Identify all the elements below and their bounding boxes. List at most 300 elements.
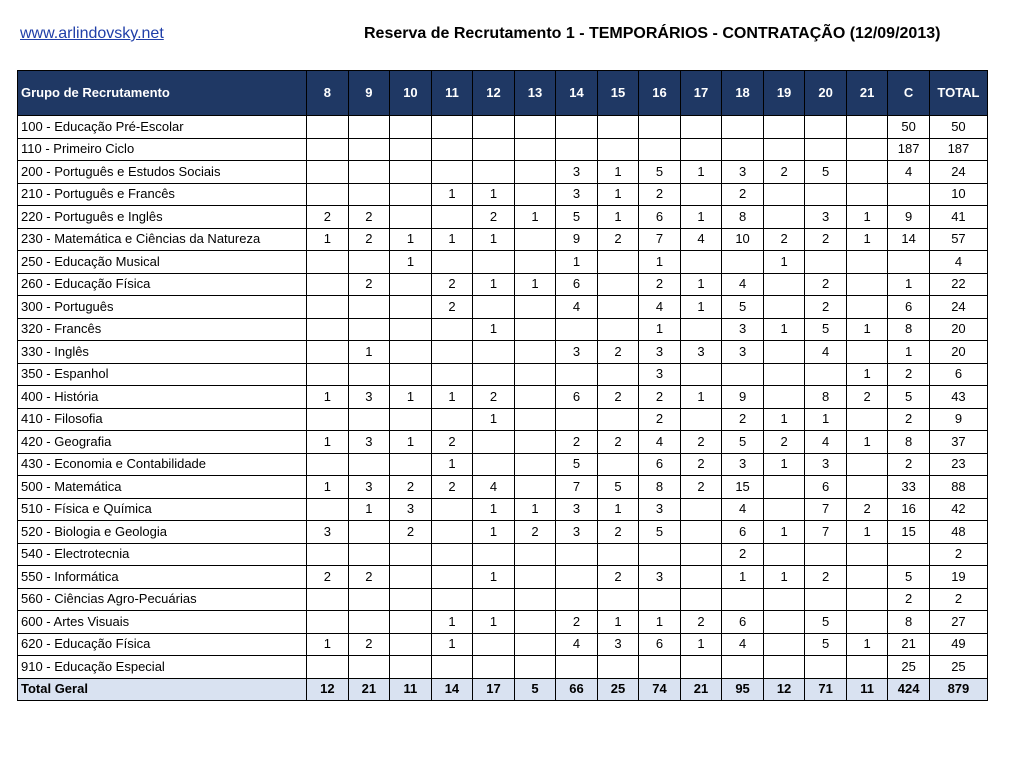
value-cell-14: 7	[556, 476, 598, 499]
value-cell-14	[556, 363, 598, 386]
value-cell-18: 3	[722, 341, 764, 364]
group-name-cell: 620 - Educação Física	[18, 633, 307, 656]
value-cell-total: 42	[929, 498, 987, 521]
value-cell-8	[307, 498, 349, 521]
value-cell-17: 1	[680, 273, 722, 296]
value-cell-13	[514, 386, 556, 409]
value-cell-13: 1	[514, 206, 556, 229]
value-cell-c: 14	[888, 228, 930, 251]
table-row	[18, 183, 988, 206]
value-cell-13	[514, 363, 556, 386]
value-cell-17: 1	[680, 206, 722, 229]
group-name-cell: 200 - Português e Estudos Sociais	[18, 161, 307, 184]
value-cell-17	[680, 566, 722, 589]
value-cell-19: 2	[763, 228, 805, 251]
group-name-cell: 260 - Educação Física	[18, 273, 307, 296]
group-name-cell: 540 - Electrotecnia	[18, 543, 307, 566]
value-cell-12: 1	[473, 498, 515, 521]
group-name-cell: 320 - Francês	[18, 318, 307, 341]
value-cell-11	[431, 498, 473, 521]
value-cell-18: 15	[722, 476, 764, 499]
value-cell-total: 10	[929, 183, 987, 206]
value-cell-14: 5	[556, 453, 598, 476]
value-cell-17	[680, 543, 722, 566]
value-cell-9	[348, 116, 390, 139]
value-cell-19	[763, 273, 805, 296]
column-header-total: TOTAL	[929, 71, 987, 116]
table-header-row	[18, 71, 988, 116]
value-cell-15	[597, 116, 639, 139]
value-cell-14	[556, 116, 598, 139]
value-cell-15	[597, 453, 639, 476]
value-cell-18: 1	[722, 566, 764, 589]
value-cell-10	[390, 656, 432, 679]
column-header-c: C	[888, 71, 930, 116]
value-cell-9: 1	[348, 341, 390, 364]
group-name-cell: 550 - Informática	[18, 566, 307, 589]
value-cell-20: 3	[805, 453, 847, 476]
value-cell-9: 3	[348, 476, 390, 499]
value-cell-14: 4	[556, 633, 598, 656]
total-cell-15: 25	[597, 678, 639, 701]
value-cell-18: 4	[722, 633, 764, 656]
value-cell-8	[307, 453, 349, 476]
value-cell-20	[805, 588, 847, 611]
value-cell-c: 2	[888, 363, 930, 386]
value-cell-12: 1	[473, 183, 515, 206]
value-cell-18	[722, 138, 764, 161]
value-cell-10	[390, 341, 432, 364]
value-cell-20: 5	[805, 161, 847, 184]
group-name-cell: 600 - Artes Visuais	[18, 611, 307, 634]
value-cell-19	[763, 476, 805, 499]
value-cell-15: 2	[597, 431, 639, 454]
value-cell-15	[597, 318, 639, 341]
value-cell-9	[348, 408, 390, 431]
value-cell-18: 10	[722, 228, 764, 251]
total-cell-16: 74	[639, 678, 681, 701]
value-cell-12: 1	[473, 611, 515, 634]
value-cell-19: 1	[763, 318, 805, 341]
total-cell-total: 879	[929, 678, 987, 701]
value-cell-20	[805, 656, 847, 679]
value-cell-20: 4	[805, 431, 847, 454]
value-cell-16: 2	[639, 386, 681, 409]
total-cell-18: 95	[722, 678, 764, 701]
total-label: Total Geral	[18, 678, 307, 701]
value-cell-11: 2	[431, 431, 473, 454]
value-cell-16: 4	[639, 431, 681, 454]
value-cell-8: 2	[307, 206, 349, 229]
value-cell-10	[390, 206, 432, 229]
value-cell-15	[597, 656, 639, 679]
site-link[interactable]: www.arlindovsky.net	[20, 25, 164, 42]
table-row	[18, 408, 988, 431]
value-cell-14: 4	[556, 296, 598, 319]
value-cell-20: 3	[805, 206, 847, 229]
value-cell-12	[473, 656, 515, 679]
value-cell-16	[639, 588, 681, 611]
value-cell-12: 1	[473, 408, 515, 431]
value-cell-20	[805, 183, 847, 206]
value-cell-20: 2	[805, 273, 847, 296]
column-header-13: 13	[514, 71, 556, 116]
value-cell-10	[390, 543, 432, 566]
value-cell-14: 2	[556, 611, 598, 634]
value-cell-16: 3	[639, 566, 681, 589]
value-cell-8	[307, 363, 349, 386]
value-cell-19: 2	[763, 431, 805, 454]
value-cell-c: 4	[888, 161, 930, 184]
value-cell-8: 1	[307, 476, 349, 499]
value-cell-21	[846, 476, 888, 499]
value-cell-12: 4	[473, 476, 515, 499]
value-cell-13	[514, 183, 556, 206]
group-name-cell: 510 - Física e Química	[18, 498, 307, 521]
value-cell-15	[597, 363, 639, 386]
total-cell-14: 66	[556, 678, 598, 701]
value-cell-18: 3	[722, 318, 764, 341]
value-cell-8: 1	[307, 228, 349, 251]
value-cell-13	[514, 341, 556, 364]
value-cell-15	[597, 588, 639, 611]
value-cell-13	[514, 588, 556, 611]
value-cell-11	[431, 588, 473, 611]
value-cell-11: 1	[431, 183, 473, 206]
value-cell-10	[390, 588, 432, 611]
group-name-cell: 520 - Biologia e Geologia	[18, 521, 307, 544]
value-cell-20: 7	[805, 498, 847, 521]
value-cell-9	[348, 138, 390, 161]
value-cell-21	[846, 453, 888, 476]
value-cell-17: 1	[680, 161, 722, 184]
group-name-cell: 560 - Ciências Agro-Pecuárias	[18, 588, 307, 611]
value-cell-21	[846, 183, 888, 206]
value-cell-14: 9	[556, 228, 598, 251]
column-header-15: 15	[597, 71, 639, 116]
value-cell-10	[390, 453, 432, 476]
column-header-14: 14	[556, 71, 598, 116]
value-cell-20: 6	[805, 476, 847, 499]
value-cell-16: 5	[639, 521, 681, 544]
value-cell-17	[680, 588, 722, 611]
value-cell-17	[680, 318, 722, 341]
group-name-cell: 100 - Educação Pré-Escolar	[18, 116, 307, 139]
value-cell-total: 24	[929, 296, 987, 319]
total-cell-11: 14	[431, 678, 473, 701]
value-cell-13	[514, 543, 556, 566]
value-cell-10	[390, 161, 432, 184]
value-cell-10	[390, 566, 432, 589]
value-cell-16: 6	[639, 453, 681, 476]
group-name-cell: 220 - Português e Inglês	[18, 206, 307, 229]
value-cell-8	[307, 543, 349, 566]
value-cell-18: 2	[722, 183, 764, 206]
value-cell-16	[639, 138, 681, 161]
value-cell-total: 2	[929, 543, 987, 566]
table-row	[18, 251, 988, 274]
value-cell-12	[473, 588, 515, 611]
table-row	[18, 498, 988, 521]
value-cell-20: 2	[805, 296, 847, 319]
value-cell-17	[680, 251, 722, 274]
value-cell-11: 1	[431, 633, 473, 656]
value-cell-18: 6	[722, 521, 764, 544]
value-cell-15: 2	[597, 341, 639, 364]
value-cell-17: 1	[680, 386, 722, 409]
table-row	[18, 588, 988, 611]
total-cell-12: 17	[473, 678, 515, 701]
group-name-cell: 420 - Geografia	[18, 431, 307, 454]
value-cell-19	[763, 296, 805, 319]
value-cell-16: 2	[639, 408, 681, 431]
value-cell-c: 9	[888, 206, 930, 229]
value-cell-20: 8	[805, 386, 847, 409]
value-cell-17	[680, 408, 722, 431]
value-cell-12	[473, 341, 515, 364]
value-cell-total: 187	[929, 138, 987, 161]
value-cell-16: 3	[639, 341, 681, 364]
value-cell-16	[639, 543, 681, 566]
value-cell-21: 1	[846, 633, 888, 656]
group-name-cell: 210 - Português e Francês	[18, 183, 307, 206]
value-cell-14	[556, 138, 598, 161]
value-cell-16: 4	[639, 296, 681, 319]
table-row	[18, 341, 988, 364]
value-cell-19: 1	[763, 566, 805, 589]
value-cell-13	[514, 116, 556, 139]
value-cell-18: 2	[722, 543, 764, 566]
value-cell-c: 187	[888, 138, 930, 161]
value-cell-total: 48	[929, 521, 987, 544]
value-cell-c: 5	[888, 386, 930, 409]
value-cell-10	[390, 296, 432, 319]
document-title: Reserva de Recrutamento 1 - TEMPORÁRIOS - CONTRATAÇÃO (12/09/2013)	[364, 25, 941, 42]
table-row	[18, 431, 988, 454]
value-cell-11	[431, 161, 473, 184]
value-cell-12: 1	[473, 228, 515, 251]
value-cell-9: 2	[348, 206, 390, 229]
value-cell-c: 50	[888, 116, 930, 139]
group-name-cell: 110 - Primeiro Ciclo	[18, 138, 307, 161]
value-cell-16: 1	[639, 318, 681, 341]
value-cell-11	[431, 138, 473, 161]
value-cell-10: 1	[390, 228, 432, 251]
value-cell-19	[763, 588, 805, 611]
value-cell-8	[307, 251, 349, 274]
value-cell-12	[473, 251, 515, 274]
column-header-21: 21	[846, 71, 888, 116]
group-name-cell: 350 - Espanhol	[18, 363, 307, 386]
value-cell-9	[348, 161, 390, 184]
value-cell-20: 1	[805, 408, 847, 431]
group-name-cell: 330 - Inglês	[18, 341, 307, 364]
value-cell-c: 2	[888, 408, 930, 431]
value-cell-19	[763, 116, 805, 139]
value-cell-10	[390, 408, 432, 431]
value-cell-8: 1	[307, 431, 349, 454]
value-cell-14	[556, 408, 598, 431]
value-cell-19	[763, 633, 805, 656]
value-cell-18: 8	[722, 206, 764, 229]
value-cell-8	[307, 656, 349, 679]
total-cell-10: 11	[390, 678, 432, 701]
table-row	[18, 296, 988, 319]
value-cell-10	[390, 318, 432, 341]
value-cell-total: 43	[929, 386, 987, 409]
value-cell-15: 1	[597, 183, 639, 206]
value-cell-total: 19	[929, 566, 987, 589]
table-row	[18, 161, 988, 184]
value-cell-13	[514, 611, 556, 634]
value-cell-15: 2	[597, 386, 639, 409]
value-cell-15	[597, 251, 639, 274]
value-cell-17: 3	[680, 341, 722, 364]
value-cell-21	[846, 588, 888, 611]
value-cell-14	[556, 543, 598, 566]
value-cell-11	[431, 341, 473, 364]
total-cell-c: 424	[888, 678, 930, 701]
value-cell-16: 8	[639, 476, 681, 499]
value-cell-total: 88	[929, 476, 987, 499]
value-cell-16	[639, 656, 681, 679]
value-cell-13	[514, 453, 556, 476]
value-cell-18	[722, 588, 764, 611]
value-cell-total: 57	[929, 228, 987, 251]
value-cell-8	[307, 318, 349, 341]
value-cell-c: 8	[888, 611, 930, 634]
recruitment-table	[17, 70, 988, 701]
value-cell-total: 24	[929, 161, 987, 184]
value-cell-17: 1	[680, 633, 722, 656]
value-cell-13: 1	[514, 498, 556, 521]
value-cell-16: 3	[639, 363, 681, 386]
value-cell-19: 1	[763, 251, 805, 274]
value-cell-13	[514, 476, 556, 499]
value-cell-12	[473, 453, 515, 476]
value-cell-11	[431, 363, 473, 386]
value-cell-17	[680, 498, 722, 521]
value-cell-15: 1	[597, 161, 639, 184]
value-cell-11: 1	[431, 228, 473, 251]
value-cell-18	[722, 656, 764, 679]
group-name-cell: 410 - Filosofia	[18, 408, 307, 431]
value-cell-10: 2	[390, 476, 432, 499]
value-cell-21	[846, 566, 888, 589]
value-cell-21: 1	[846, 431, 888, 454]
value-cell-13: 1	[514, 273, 556, 296]
value-cell-8	[307, 183, 349, 206]
value-cell-17: 2	[680, 476, 722, 499]
value-cell-15	[597, 543, 639, 566]
value-cell-21: 2	[846, 498, 888, 521]
value-cell-12: 1	[473, 318, 515, 341]
value-cell-11	[431, 566, 473, 589]
value-cell-c: 6	[888, 296, 930, 319]
value-cell-21: 2	[846, 386, 888, 409]
value-cell-14: 3	[556, 521, 598, 544]
value-cell-20: 2	[805, 566, 847, 589]
value-cell-17	[680, 183, 722, 206]
group-name-cell: 500 - Matemática	[18, 476, 307, 499]
column-header-8: 8	[307, 71, 349, 116]
value-cell-9: 2	[348, 633, 390, 656]
value-cell-15: 1	[597, 498, 639, 521]
value-cell-total: 50	[929, 116, 987, 139]
value-cell-20	[805, 543, 847, 566]
value-cell-21	[846, 656, 888, 679]
value-cell-12	[473, 296, 515, 319]
value-cell-12: 2	[473, 206, 515, 229]
value-cell-14: 1	[556, 251, 598, 274]
value-cell-c: 2	[888, 453, 930, 476]
value-cell-10	[390, 633, 432, 656]
value-cell-17	[680, 116, 722, 139]
value-cell-11	[431, 318, 473, 341]
value-cell-total: 20	[929, 318, 987, 341]
value-cell-9	[348, 453, 390, 476]
value-cell-18: 4	[722, 498, 764, 521]
table-row	[18, 656, 988, 679]
value-cell-21	[846, 138, 888, 161]
table-row	[18, 386, 988, 409]
value-cell-14: 3	[556, 498, 598, 521]
value-cell-8: 1	[307, 386, 349, 409]
value-cell-19: 1	[763, 408, 805, 431]
table-row	[18, 453, 988, 476]
total-row	[18, 678, 988, 701]
value-cell-c: 16	[888, 498, 930, 521]
value-cell-c: 25	[888, 656, 930, 679]
value-cell-14: 3	[556, 161, 598, 184]
table-row	[18, 633, 988, 656]
value-cell-9: 2	[348, 566, 390, 589]
value-cell-10	[390, 611, 432, 634]
table-row	[18, 318, 988, 341]
value-cell-19	[763, 543, 805, 566]
value-cell-11	[431, 206, 473, 229]
value-cell-c: 21	[888, 633, 930, 656]
table-row	[18, 206, 988, 229]
value-cell-13	[514, 228, 556, 251]
value-cell-11: 1	[431, 453, 473, 476]
value-cell-10	[390, 363, 432, 386]
value-cell-15: 2	[597, 566, 639, 589]
value-cell-10	[390, 273, 432, 296]
value-cell-15: 5	[597, 476, 639, 499]
value-cell-c: 8	[888, 431, 930, 454]
value-cell-9	[348, 656, 390, 679]
value-cell-18	[722, 251, 764, 274]
value-cell-15: 1	[597, 611, 639, 634]
value-cell-10	[390, 183, 432, 206]
value-cell-21: 1	[846, 206, 888, 229]
value-cell-9: 2	[348, 273, 390, 296]
value-cell-9	[348, 183, 390, 206]
value-cell-c: 8	[888, 318, 930, 341]
value-cell-20	[805, 138, 847, 161]
value-cell-12	[473, 138, 515, 161]
value-cell-8	[307, 611, 349, 634]
value-cell-9	[348, 543, 390, 566]
table-row	[18, 273, 988, 296]
value-cell-13	[514, 566, 556, 589]
value-cell-16: 3	[639, 498, 681, 521]
value-cell-21	[846, 273, 888, 296]
value-cell-8	[307, 341, 349, 364]
value-cell-total: 23	[929, 453, 987, 476]
table-row	[18, 476, 988, 499]
